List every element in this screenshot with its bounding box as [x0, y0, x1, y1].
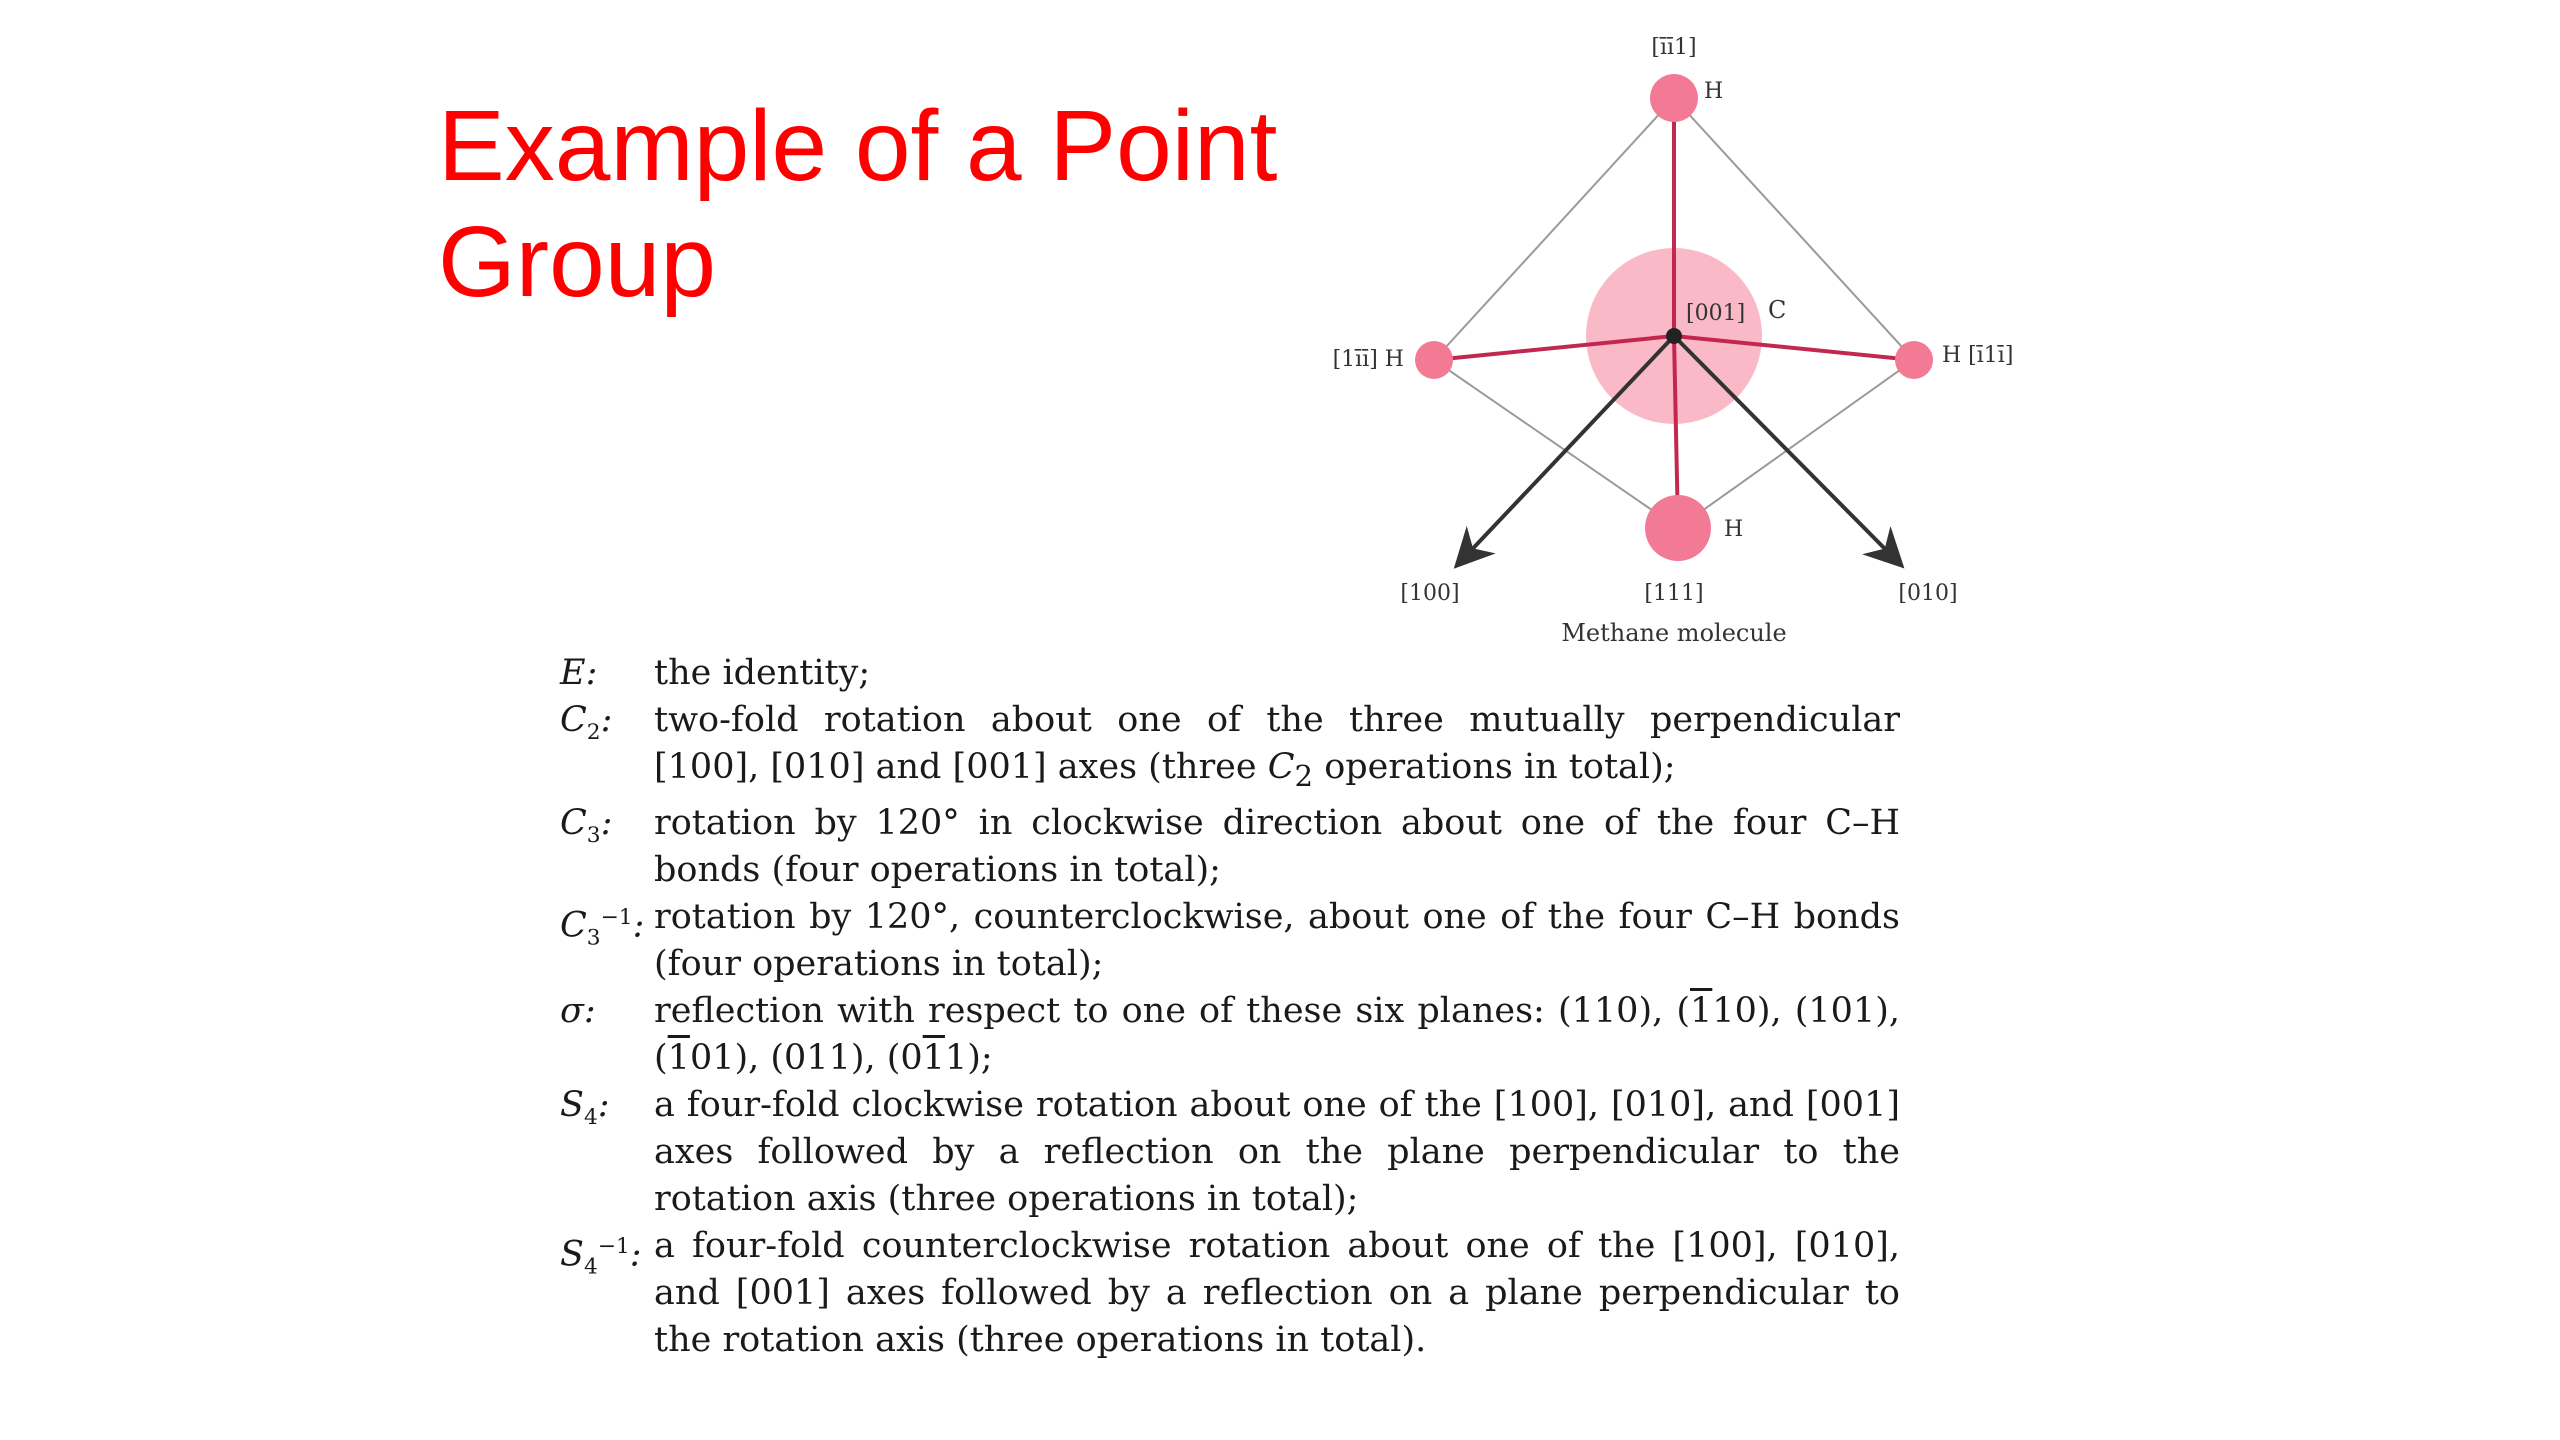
- ch-bonds: [1434, 98, 1914, 528]
- label-axis-111: [111]: [1644, 581, 1704, 606]
- operation-description: rotation by 120°, counterclockwise, about one of the four C–H bonds (four operations in total);: [654, 897, 1900, 984]
- operation-symbol: $C_3$:: [560, 803, 613, 848]
- slide-title-line-2: Group: [438, 206, 716, 318]
- label-carbon: C: [1768, 296, 1787, 324]
- label-axis-010: [010]: [1898, 581, 1958, 606]
- label-h-bottom: H: [1724, 517, 1744, 542]
- operation-c3: [560, 800, 1900, 894]
- label-center-axis: [001]: [1686, 301, 1746, 326]
- operation-symbol: σ:: [560, 991, 596, 1031]
- slide-title: [438, 88, 1277, 320]
- operation-symbol: $C_3^{-1}$:: [560, 905, 645, 951]
- operation-c3-inverse: [560, 894, 1900, 988]
- operation-symbol: $S_4$:: [560, 1085, 610, 1130]
- hydrogen-atom-right: [1895, 341, 1933, 379]
- hydrogen-atom-top: [1650, 74, 1698, 122]
- label-left-axis: [1īī] H: [1332, 347, 1404, 372]
- hydrogen-atom-bottom: [1645, 495, 1711, 561]
- operation-description: two-fold rotation about one of the three mutually perpendicular [100], [010] and [001] axes (three $C_2$ operations in total);: [654, 700, 1900, 793]
- operation-description: a four-fold clockwise rotation about one of the [100], [010], and [001] axes followed by a reflection on the plane perpendicular to the rotation axis (three operations in total);: [654, 1085, 1900, 1219]
- operation-s4-inverse: [560, 1223, 1900, 1364]
- operation-description: the identity;: [654, 653, 871, 693]
- hydrogen-atom-left: [1415, 341, 1453, 379]
- operation-c2: [560, 697, 1900, 800]
- symmetry-operations-list: [560, 650, 1900, 1364]
- operation-description: reflection with respect to one of these six planes: (110), (110), (101), (101), (011), (011);: [654, 991, 1900, 1078]
- operation-symbol: E:: [560, 653, 598, 693]
- slide-title-line-1: Example of a Point: [438, 90, 1278, 202]
- diagram-caption: Methane molecule: [1561, 619, 1787, 647]
- operation-symbol: $C_2$:: [560, 700, 613, 745]
- operation-s4: [560, 1082, 1900, 1223]
- label-axis-100: [100]: [1400, 581, 1460, 606]
- operation-description: rotation by 120° in clockwise direction about one of the four C–H bonds (four operations in total);: [654, 803, 1900, 890]
- operation-identity: [560, 650, 1900, 697]
- operation-sigma: [560, 988, 1900, 1082]
- label-h-top: H: [1704, 79, 1724, 104]
- label-right-axis: H [ī1ī]: [1942, 343, 2014, 368]
- operation-symbol: $S_4^{-1}$:: [560, 1234, 642, 1280]
- methane-svg: [1300, 20, 2080, 660]
- label-top-axis: [īī1]: [1651, 35, 1697, 60]
- operation-description: a four-fold counterclockwise rotation about one of the [100], [010], and [001] axes followed by a reflection on a plane perpendicular to the rotation axis (three operations in total).: [654, 1226, 1900, 1360]
- carbon-atom: [1666, 328, 1682, 344]
- methane-diagram: [1300, 20, 2080, 660]
